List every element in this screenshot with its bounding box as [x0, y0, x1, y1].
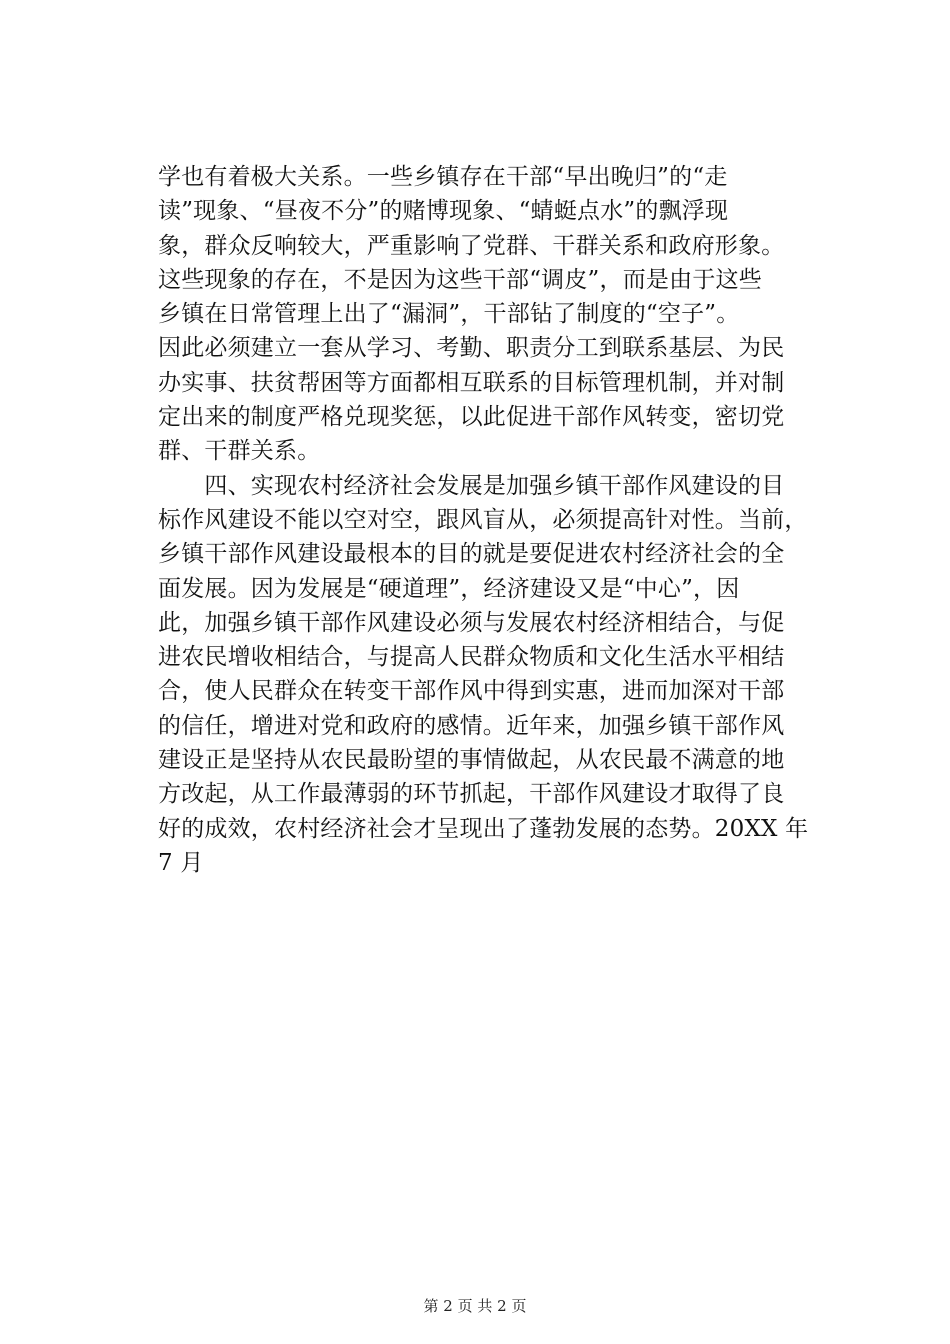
- body-line: 定出来的制度严格兑现奖惩，以此促进干部作风转变，密切党: [158, 404, 785, 431]
- date-line: 7 月: [158, 849, 204, 876]
- paragraph-heading-line: 四、实现农村经济社会发展是加强乡镇干部作风建设的目: [158, 472, 785, 499]
- body-line: 因此必须建立一套从学习、考勤、职责分工到联系基层、为民: [158, 335, 785, 362]
- body-line: 标作风建设不能以空对空，跟风盲从，必须提高针对性。当前，: [158, 506, 808, 533]
- body-line: 建设正是坚持从农民最盼望的事情做起，从农民最不满意的地: [158, 747, 785, 774]
- body-line: 进农民增收相结合，与提高人民群众物质和文化生活水平相结: [158, 644, 785, 671]
- body-line: 好的成效，农村经济社会才呈现出了蓬勃发展的态势。20XX 年: [158, 815, 809, 842]
- body-line: 办实事、扶贫帮困等方面都相互联系的目标管理机制，并对制: [158, 369, 785, 396]
- body-line: 读”现象、“昼夜不分”的赌博现象、“蜻蜓点水”的飘浮现: [158, 198, 729, 225]
- body-line: 这些现象的存在，不是因为这些干部“调皮”，而是由于这些: [158, 266, 762, 293]
- body-line: 方改起，从工作最薄弱的环节抓起，干部作风建设才取得了良: [158, 781, 785, 808]
- body-line: 象，群众反响较大，严重影响了党群、干群关系和政府形象。: [158, 232, 785, 259]
- body-line: 乡镇在日常管理上出了“漏洞”，干部钻了制度的“空子”。: [158, 301, 740, 328]
- document-body: [158, 160, 858, 880]
- body-line: 面发展。因为发展是“硬道理”，经济建设又是“中心”，因: [158, 575, 740, 602]
- body-line: 群、干群关系。: [158, 438, 321, 465]
- body-line: 的信任，增进对党和政府的感情。近年来，加强乡镇干部作风: [158, 712, 785, 739]
- page-number-footer: 第 2 页 共 2 页: [423, 1297, 527, 1315]
- body-line: 乡镇干部作风建设最根本的目的就是要促进农村经济社会的全: [158, 541, 785, 568]
- body-line: 合，使人民群众在转变干部作风中得到实惠，进而加深对干部: [158, 678, 785, 705]
- body-line: 学也有着极大关系。一些乡镇存在干部“早出晚归”的“走: [158, 164, 728, 190]
- body-line: 此，加强乡镇干部作风建设必须与发展农村经济相结合，与促: [158, 609, 785, 636]
